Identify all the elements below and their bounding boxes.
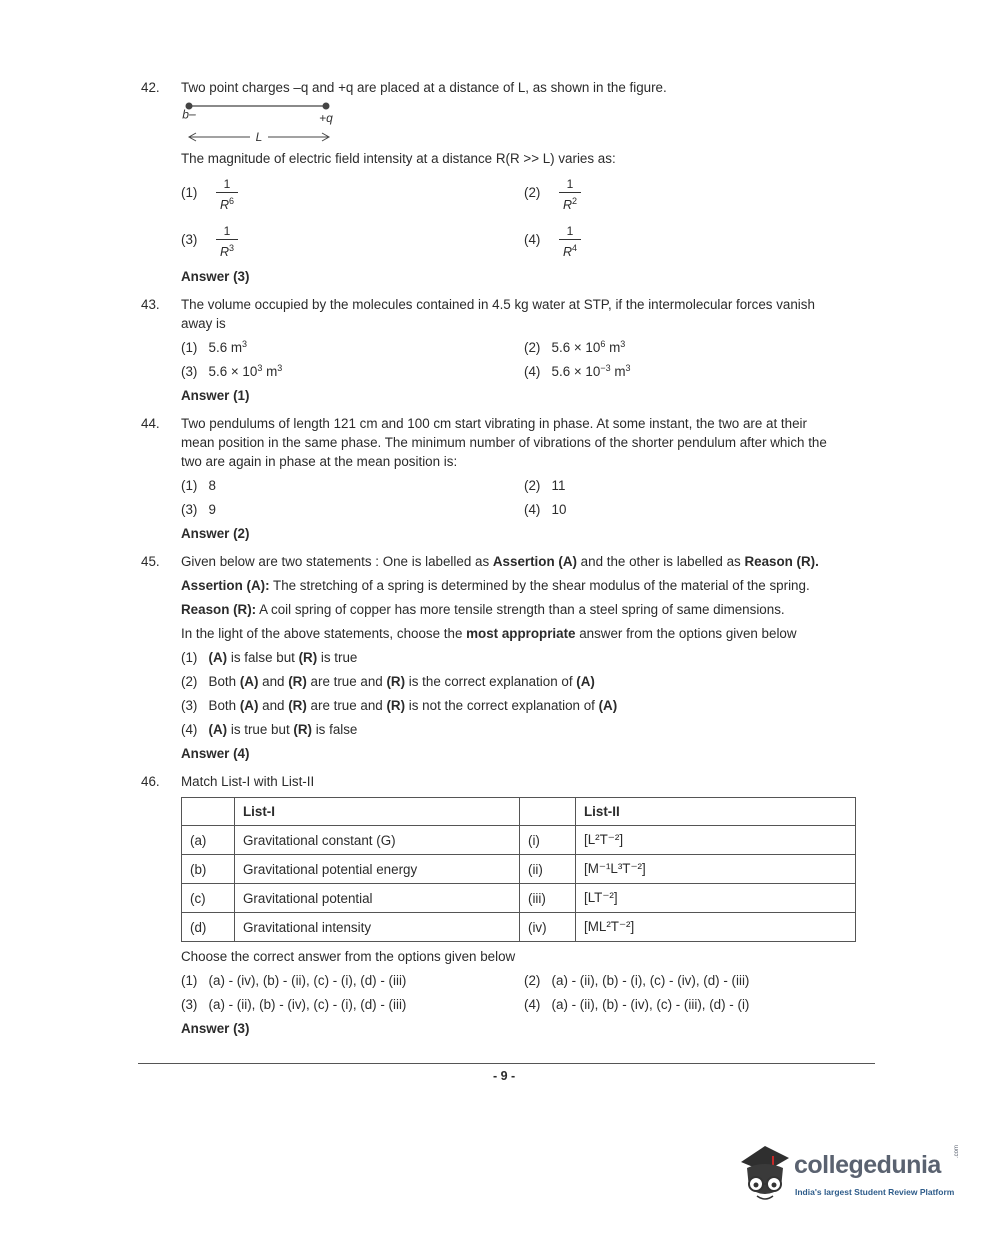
q45-assertion	[181, 578, 810, 593]
table-row	[182, 826, 856, 855]
row-dimension: [L²T⁻²]	[576, 826, 856, 855]
brand-logo: collegedunia	[794, 1151, 941, 1179]
q42-option-2-fraction	[555, 177, 585, 213]
row-item: Gravitational intensity	[235, 913, 520, 942]
q45-opt1-a: (A)	[208, 650, 228, 665]
q46-option-1-label: (1)	[181, 973, 198, 988]
q45-opt3-g: is not the correct explanation of	[405, 698, 599, 713]
q46-number: 46.	[141, 774, 160, 789]
q43-line-1: The volume occupied by the molecules contained in 4.5 kg water at STP, if the intermolecular forces vanish	[181, 297, 815, 312]
q43-option-4-text: 5.6 × 10	[551, 364, 601, 379]
footer-divider	[138, 1063, 875, 1064]
dipole-figure	[180, 98, 340, 146]
q45-opt4-c: (R)	[293, 722, 312, 737]
q44-option-2-label: (2)	[524, 478, 541, 493]
q42-option-3-base: R	[219, 245, 229, 260]
q45-intro-part-a: Given below are two statements : One is labelled as	[181, 554, 493, 569]
page-number: - 9 -	[493, 1069, 516, 1083]
q44-option-4-label: (4)	[524, 502, 541, 517]
q45-opt2-e: are true and	[306, 674, 387, 689]
q42-option-3-label: (3)	[181, 232, 198, 247]
q45-intro	[181, 554, 819, 569]
q45-opt2-d: (R)	[288, 674, 307, 689]
header-list-1: List-I	[235, 798, 520, 826]
q45-option-4-label: (4)	[181, 722, 198, 737]
row-roman: (ii)	[520, 855, 576, 884]
q45-opt2-b: (A)	[239, 674, 259, 689]
q45-assertion-label: Assertion (A):	[181, 578, 270, 593]
q43-option-3-exp: 3	[257, 363, 263, 373]
q45-opt2-f: (R)	[386, 674, 406, 689]
q45-choose	[181, 626, 797, 641]
q46-option-3-text: (a) - (ii), (b) - (iv), (c) - (i), (d) - (iii)	[208, 997, 407, 1012]
q46-option-1	[181, 973, 406, 988]
q42-option-1-num: 1	[223, 177, 231, 191]
q44-number: 44.	[141, 416, 160, 431]
q45-option-1	[181, 650, 357, 665]
q45-opt3-d: (R)	[288, 698, 307, 713]
q43-option-1-text: 5.6 m	[208, 340, 243, 355]
q46-option-3-label: (3)	[181, 997, 198, 1012]
q44-option-1	[181, 478, 216, 493]
row-item: Gravitational potential energy	[235, 855, 520, 884]
q42-option-3-fraction	[212, 224, 242, 260]
q43-line-2: away is	[181, 316, 226, 331]
row-roman: (iv)	[520, 913, 576, 942]
q46-option-3	[181, 997, 406, 1012]
q45-opt3-c: and	[258, 698, 289, 713]
q42-option-1-base: R	[219, 198, 229, 213]
q45-intro-part-c: and the other is labelled as	[576, 554, 745, 569]
q42-option-4-num: 1	[566, 224, 574, 238]
q45-opt2-h: (A)	[576, 674, 595, 689]
q43-option-2	[524, 340, 625, 355]
q45-assertion-text: The stretching of a spring is determined by the shear modulus of the material of the spring.	[269, 578, 810, 593]
q43-option-1-sup: 3	[242, 339, 248, 349]
q45-choose-part-c: answer from the options given below	[575, 626, 797, 641]
q46-option-2-text: (a) - (ii), (b) - (i), (c) - (iv), (d) - (iii)	[551, 973, 750, 988]
row-item: Gravitational constant (G)	[235, 826, 520, 855]
q42-option-2-base: R	[562, 198, 572, 213]
q45-answer: Answer (4)	[181, 746, 250, 761]
q45-intro-reason: Reason (R).	[744, 554, 819, 569]
q43-option-2-unit: m	[605, 340, 621, 355]
q43-option-1	[181, 340, 247, 355]
header-empty-1	[182, 798, 235, 826]
q42-option-4-fraction	[555, 224, 585, 260]
q46-option-4	[524, 997, 749, 1012]
q46-option-1-text: (a) - (iv), (b) - (ii), (c) - (i), (d) - (iii)	[208, 973, 407, 988]
q44-option-1-label: (1)	[181, 478, 198, 493]
q46-option-4-label: (4)	[524, 997, 541, 1012]
q46-option-4-text: (a) - (ii), (b) - (iv), (c) - (iii), (d) - (i)	[551, 997, 750, 1012]
q44-line-3: two are again in phase at the mean position is:	[181, 454, 458, 469]
q45-reason-label: Reason (R):	[181, 602, 257, 617]
table-row	[182, 884, 856, 913]
q44-option-3-text: 9	[208, 502, 216, 517]
q46-text: Match List-I with List-II	[181, 774, 315, 789]
logo-suffix: .com	[954, 1144, 960, 1158]
q45-reason-text: A coil spring of copper has more tensile strength than a steel spring of same dimensions.	[256, 602, 785, 617]
q44-option-2-text: 11	[551, 478, 566, 493]
mascot-icon	[735, 1138, 795, 1204]
q44-option-1-text: 8	[208, 478, 216, 493]
row-roman: (i)	[520, 826, 576, 855]
q43-answer: Answer (1)	[181, 388, 250, 403]
q42-option-4-label: (4)	[524, 232, 541, 247]
q42-option-2-num: 1	[566, 177, 574, 191]
q45-opt1-b: is false but	[227, 650, 299, 665]
q42-text: Two point charges –q and +q are placed at a distance of L, as shown in the figure.	[181, 80, 667, 95]
q44-option-4	[524, 502, 566, 517]
q45-opt4-a: (A)	[208, 722, 228, 737]
q42-answer: Answer (3)	[181, 269, 250, 284]
q43-option-2-text: 5.6 × 10	[551, 340, 601, 355]
brand-tagline: India's largest Student Review Platform	[795, 1187, 955, 1197]
q42-option-4-exp: 4	[572, 243, 578, 253]
q45-reason	[181, 602, 785, 617]
q45-opt1-d: is true	[317, 650, 358, 665]
q46-choose: Choose the correct answer from the options given below	[181, 949, 516, 964]
q43-option-2-exp: 6	[600, 339, 606, 349]
q45-option-4	[181, 722, 357, 737]
fig-pos-charge: +q	[319, 111, 333, 125]
q45-choose-part-a: In the light of the above statements, choose the	[181, 626, 467, 641]
q45-intro-assertion: Assertion (A)	[492, 554, 577, 569]
q45-opt2-c: and	[258, 674, 289, 689]
q45-option-1-label: (1)	[181, 650, 198, 665]
q43-option-2-unit-exp: 3	[620, 339, 626, 349]
fig-distance-label: L	[255, 130, 263, 144]
q43-option-4-unit-exp: 3	[625, 363, 631, 373]
q43-option-4	[524, 364, 630, 379]
q42-option-1-exp: 6	[229, 196, 235, 206]
row-dimension: [M⁻¹L³T⁻²]	[576, 855, 856, 884]
match-table	[181, 797, 856, 942]
q44-line-1: Two pendulums of length 121 cm and 100 cm start vibrating in phase. At some instant, the two are at their	[181, 416, 807, 431]
q45-option-3-label: (3)	[181, 698, 198, 713]
header-empty-2	[520, 798, 576, 826]
q45-number: 45.	[141, 554, 160, 569]
q42-option-2-label: (2)	[524, 185, 541, 200]
row-dimension: [ML²T⁻²]	[576, 913, 856, 942]
q43-option-4-unit: m	[610, 364, 626, 379]
q42-option-2-exp: 2	[572, 196, 578, 206]
q45-option-2	[181, 674, 595, 689]
q42-option-3-num: 1	[223, 224, 231, 238]
q45-opt1-c: (R)	[298, 650, 318, 665]
header-list-2: List-II	[576, 798, 856, 826]
q44-option-2	[524, 478, 565, 493]
row-key: (a)	[182, 826, 235, 855]
q43-option-4-label: (4)	[524, 364, 541, 379]
row-key: (d)	[182, 913, 235, 942]
q45-opt4-d: is false	[311, 722, 358, 737]
row-key: (c)	[182, 884, 235, 913]
q43-option-2-label: (2)	[524, 340, 541, 355]
q43-option-3-label: (3)	[181, 364, 198, 379]
q45-opt2-g: is the correct explanation of	[405, 674, 577, 689]
row-roman: (iii)	[520, 884, 576, 913]
q44-line-2: mean position in the same phase. The minimum number of vibrations of the shorter pendulum after which the	[181, 435, 827, 450]
q46-option-2	[524, 973, 749, 988]
row-key: (b)	[182, 855, 235, 884]
q45-opt3-f: (R)	[386, 698, 406, 713]
q45-opt3-h: (A)	[598, 698, 618, 713]
q45-option-3	[181, 698, 617, 713]
match-table-header	[182, 798, 856, 826]
q46-option-2-label: (2)	[524, 973, 541, 988]
q42-number: 42.	[141, 80, 160, 95]
q42-option-4-base: R	[562, 245, 572, 260]
table-row	[182, 913, 856, 942]
q42-subtext: The magnitude of electric field intensity at a distance R(R >> L) varies as:	[181, 151, 616, 166]
q45-opt3-e: are true and	[306, 698, 387, 713]
q43-option-1-label: (1)	[181, 340, 198, 355]
q43-option-3-unit: m	[262, 364, 278, 379]
q43-option-3-text: 5.6 × 10	[208, 364, 258, 379]
q44-answer: Answer (2)	[181, 526, 250, 541]
q44-option-4-text: 10	[551, 502, 567, 517]
row-item: Gravitational potential	[235, 884, 520, 913]
q43-option-3	[181, 364, 282, 379]
table-row	[182, 855, 856, 884]
q43-option-3-unit-exp: 3	[277, 363, 283, 373]
q45-option-2-label: (2)	[181, 674, 198, 689]
q45-opt3-a: Both	[208, 698, 240, 713]
q45-opt4-b: is true but	[227, 722, 294, 737]
q46-answer: Answer (3)	[181, 1021, 250, 1036]
q42-option-1-fraction	[212, 177, 242, 213]
q43-number: 43.	[141, 297, 160, 312]
fig-neg-charge: –q	[182, 109, 196, 123]
q42-option-3-exp: 3	[229, 243, 235, 253]
q43-option-4-exp: −3	[600, 363, 611, 373]
q44-option-3-label: (3)	[181, 502, 198, 517]
row-dimension: [LT⁻²]	[576, 884, 856, 913]
q45-opt3-b: (A)	[239, 698, 259, 713]
q45-choose-emphasis: most appropriate	[466, 626, 576, 641]
q44-option-3	[181, 502, 216, 517]
q42-option-1-label: (1)	[181, 185, 198, 200]
q45-opt2-a: Both	[208, 674, 240, 689]
